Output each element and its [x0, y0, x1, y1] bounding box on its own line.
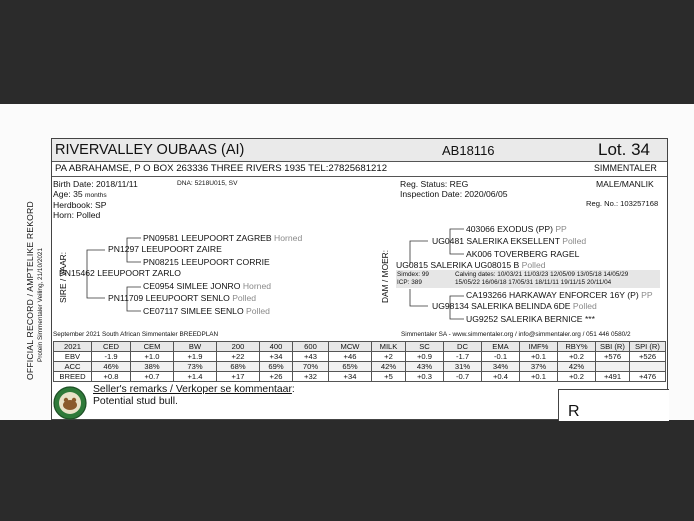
table-header-row — [54, 342, 666, 352]
table-cell: +576 — [596, 352, 630, 362]
column-header: CED — [92, 342, 131, 352]
table-cell: +0.4 — [482, 372, 520, 382]
sire-dam-dam: CE07117 SIMLEE SENLO Polled — [143, 306, 270, 316]
remarks-text: Potential stud bull. — [93, 396, 178, 407]
table-cell: +2 — [372, 352, 406, 362]
owner-details: PA ABRAHAMSE, P O BOX 263336 THREE RIVERS 1935 TEL:27825681212 — [55, 163, 388, 174]
column-header: CEM — [131, 342, 174, 352]
table-cell — [630, 362, 666, 372]
calving-dates-2: 15/05/22 16/06/18 17/05/31 18/11/11 19/11/15 20/11/04 — [455, 279, 612, 286]
table-cell: +0.9 — [406, 352, 444, 362]
table-cell: 34% — [482, 362, 520, 372]
table-cell — [596, 362, 630, 372]
column-header: 400 — [260, 342, 293, 352]
column-header: EMA — [482, 342, 520, 352]
table-cell: 38% — [131, 362, 174, 372]
table-cell: -0.1 — [482, 352, 520, 362]
table-cell: +526 — [630, 352, 666, 362]
table-cell: 42% — [558, 362, 596, 372]
table-cell: +34 — [329, 372, 372, 382]
table-cell: 70% — [293, 362, 329, 372]
table-cell: +0.3 — [406, 372, 444, 382]
table-cell: 69% — [260, 362, 293, 372]
animal-name: RIVERVALLEY OUBAAS (AI) — [55, 142, 245, 158]
dam-dam-dam: UG9252 SALERIKA BERNICE *** — [466, 314, 595, 324]
table-cell: +0.2 — [558, 372, 596, 382]
table-cell: 68% — [217, 362, 260, 372]
age: Age: 35 months — [53, 189, 107, 199]
registration-code: AB18116 — [442, 143, 495, 158]
sire: PN15462 LEEUPOORT ZARLO — [59, 268, 181, 278]
table-cell: EBV — [54, 352, 92, 362]
remarks-label: Seller's remarks / Verkoper se kommentaar: — [93, 384, 295, 395]
side-official-record: OFFICIAL RECORD / AMPTELIKE REKORD — [25, 201, 35, 380]
sire-sire-dam: PN08215 LEEUPOORT CORRIE — [143, 257, 270, 267]
table-cell: +491 — [596, 372, 630, 382]
breedplan-table — [53, 341, 666, 382]
table-cell: +22 — [217, 352, 260, 362]
table-cell: 42% — [372, 362, 406, 372]
table-cell: 37% — [520, 362, 558, 372]
contact-note: Simmentaler SA - www.simmentaler.org / info@simmentaler.org / 051 446 0580/2 — [401, 331, 631, 338]
table-cell: BREED — [54, 372, 92, 382]
breed-name: SIMMENTALER — [594, 163, 657, 173]
horn-status: Horn: Polled — [53, 210, 101, 220]
sire-sire-sire: PN09581 LEEUPOORT ZAGREB Horned — [143, 233, 303, 243]
table-cell: 43% — [406, 362, 444, 372]
table-cell: 31% — [444, 362, 482, 372]
column-header: 200 — [217, 342, 260, 352]
column-header: DC — [444, 342, 482, 352]
table-cell: +26 — [260, 372, 293, 382]
simmentaler-logo-icon — [52, 386, 88, 420]
table-cell: 73% — [174, 362, 217, 372]
column-header: RBY% — [558, 342, 596, 352]
table-cell: -1.7 — [444, 352, 482, 362]
column-header: MILK — [372, 342, 406, 352]
table-cell: ACC — [54, 362, 92, 372]
table-cell: +32 — [293, 372, 329, 382]
column-header: MCW — [329, 342, 372, 352]
column-header: 600 — [293, 342, 329, 352]
table-row — [54, 352, 666, 362]
dam-sire-dam: AK006 TOVERBERG RAGEL — [466, 249, 580, 259]
simdex: Simdex: 99 — [397, 271, 429, 278]
icp: ICP: 389 — [397, 279, 422, 286]
sex: MALE/MANLIK — [596, 179, 654, 189]
table-cell: +1.0 — [131, 352, 174, 362]
side-auction-note: Protein Simmentaler Veiling, 21/10/2021 — [37, 247, 44, 362]
sire-label: SIRE / VAAR: — [58, 251, 68, 303]
table-row — [54, 372, 666, 382]
column-header: IMF% — [520, 342, 558, 352]
table-cell: +0.2 — [558, 352, 596, 362]
sire-dam-sire: CE0954 SIMLEE JONRO Horned — [143, 281, 272, 291]
bid-box-letter: R — [568, 403, 580, 420]
table-cell: +476 — [630, 372, 666, 382]
table-cell: -1.9 — [92, 352, 131, 362]
birth-date: Birth Date: 2018/11/11 — [53, 179, 138, 189]
column-header: 2021 — [54, 342, 92, 352]
column-header: SC — [406, 342, 444, 352]
table-cell: +1.9 — [174, 352, 217, 362]
table-cell: +0.1 — [520, 352, 558, 362]
table-cell: +0.7 — [131, 372, 174, 382]
inspection-date: Inspection Date: 2020/06/05 — [400, 189, 508, 199]
reg-number: Reg. No.: 103257168 — [586, 199, 659, 208]
table-cell: +1.4 — [174, 372, 217, 382]
lot-number: Lot. 34 — [598, 140, 650, 159]
table-row — [54, 362, 666, 372]
table-cell: -0.7 — [444, 372, 482, 382]
sire-sire: PN1297 LEEUPOORT ZAIRE — [108, 244, 222, 254]
table-cell: +17 — [217, 372, 260, 382]
sire-dam: PN11709 LEEUPOORT SENLO Polled — [108, 293, 257, 303]
herdbook: Herdbook: SP — [53, 200, 107, 210]
column-header: SBI (R) — [596, 342, 630, 352]
dam-dam: UG98134 SALERIKA BELINDA 6DE Polled — [432, 301, 597, 311]
dna-info: DNA: 5218U015, SV — [177, 180, 238, 187]
table-cell: 65% — [329, 362, 372, 372]
dam: UG0815 SALERIKA UG08015 B Polled — [396, 260, 546, 270]
table-cell: +5 — [372, 372, 406, 382]
dam-sire: UG0481 SALERIKA EKSELLENT Polled — [432, 236, 587, 246]
reg-status: Reg. Status: REG — [400, 179, 469, 189]
column-header: SPI (R) — [630, 342, 666, 352]
calving-dates-1: Calving dates: 10/03/21 11/03/23 12/05/09 13/05/18 14/05/29 — [455, 271, 629, 278]
column-header: BW — [174, 342, 217, 352]
dam-label: DAM / MOER: — [380, 249, 390, 303]
table-cell: +46 — [329, 352, 372, 362]
dam-sire-sire: 403066 EXODUS (PP) PP — [466, 224, 567, 234]
dam-dam-sire: CA193266 HARKAWAY ENFORCER 16Y (P) PP — [466, 290, 653, 300]
table-cell: +34 — [260, 352, 293, 362]
table-cell: 46% — [92, 362, 131, 372]
table-cell: +0.1 — [520, 372, 558, 382]
breedplan-note: September 2021 South African Simmentaler BREEDPLAN — [53, 331, 219, 338]
table-cell: +0.8 — [92, 372, 131, 382]
table-cell: +43 — [293, 352, 329, 362]
